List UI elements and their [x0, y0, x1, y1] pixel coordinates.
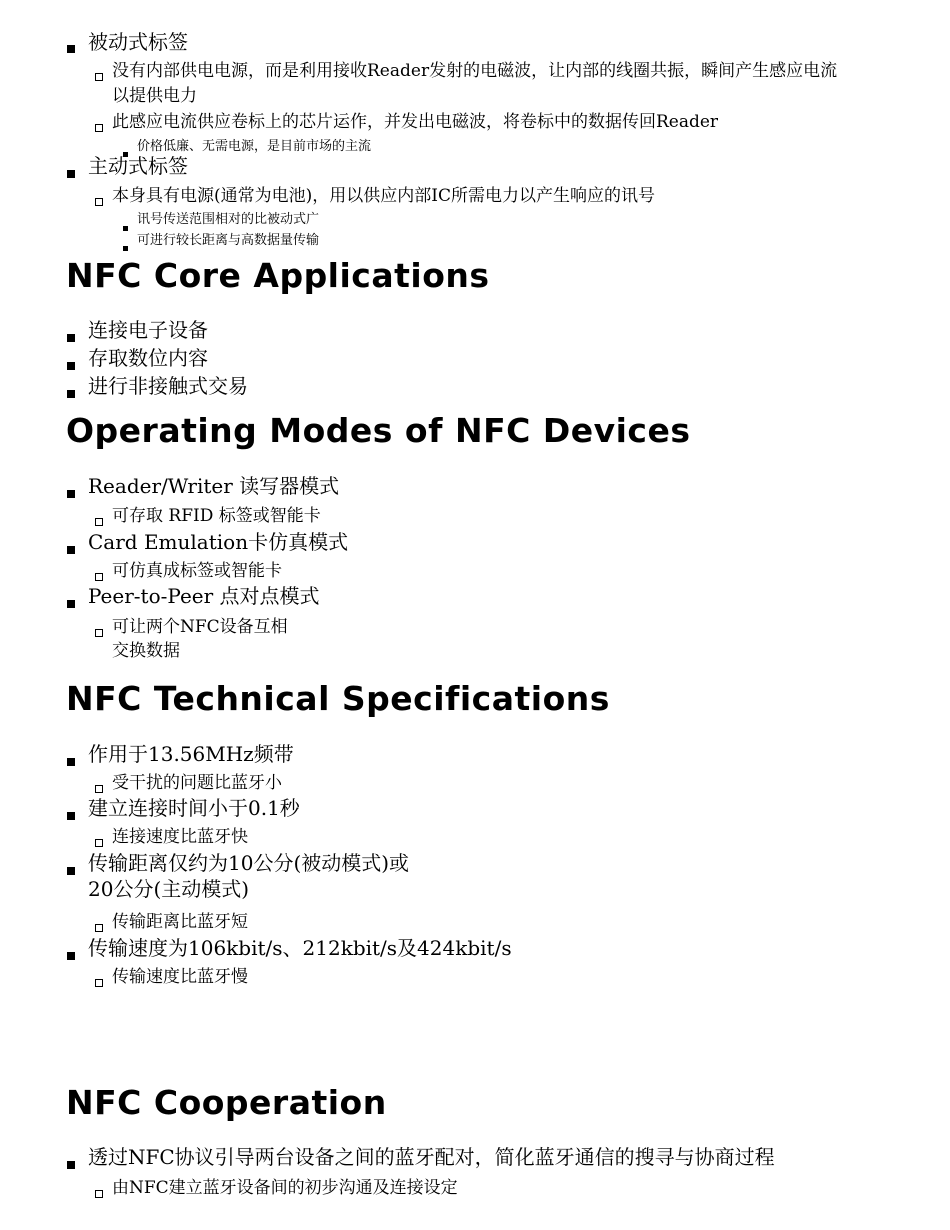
bullet-square-icon	[67, 952, 75, 960]
hollow-bullet-icon	[95, 785, 103, 793]
hollow-bullet-icon	[95, 924, 103, 932]
spec-distance-line1: 传输距离仅约为10公分(被动模式)或	[88, 851, 410, 875]
core-item-2: 存取数位内容	[88, 346, 208, 370]
hollow-bullet-icon	[95, 518, 103, 526]
core-applications-heading: NFC Core Applications	[66, 256, 490, 295]
mode-reader-writer: Reader/Writer 读写器模式	[88, 474, 340, 498]
active-tag-title: 主动式标签	[88, 154, 188, 178]
mode-peer-to-peer: Peer-to-Peer 点对点模式	[88, 584, 320, 608]
bullet-square-icon	[67, 546, 75, 554]
core-item-1: 连接电子设备	[88, 318, 208, 342]
spec-speed-sub: 传输速度比蓝牙慢	[112, 967, 248, 987]
core-item-3: 进行非接触式交易	[88, 374, 248, 398]
hollow-bullet-icon	[95, 1190, 103, 1198]
passive-sub1-line1: 没有内部供电电源，而是利用接收Reader发射的电磁波，让内部的线圈共振，瞬间产生感应电流	[112, 61, 838, 81]
small-bullet-icon	[123, 226, 128, 231]
active-detail-1: 讯号传送范围相对的比被动式广	[137, 212, 320, 227]
hollow-bullet-icon	[95, 198, 103, 206]
hollow-bullet-icon	[95, 124, 103, 132]
technical-specs-heading: NFC Technical Specifications	[66, 679, 610, 718]
passive-sub2: 此感应电流供应卷标上的芯片运作，并发出电磁波，将卷标中的数据传回Reader	[112, 112, 719, 132]
spec-connection-time-sub: 连接速度比蓝牙快	[112, 827, 248, 847]
hollow-bullet-icon	[95, 979, 103, 987]
bullet-square-icon	[67, 390, 75, 398]
spec-frequency-sub: 受干扰的问题比蓝牙小	[112, 773, 282, 793]
spec-distance-sub: 传输距离比蓝牙短	[112, 912, 248, 932]
passive-sub2-detail: 价格低廉、无需电源，是目前市场的主流	[137, 139, 372, 154]
mode-card-emulation: Card Emulation卡仿真模式	[88, 530, 349, 554]
spec-distance-line2: 20公分(主动模式)	[88, 877, 250, 901]
bullet-square-icon	[67, 334, 75, 342]
bullet-square-icon	[67, 867, 75, 875]
bullet-square-icon	[67, 45, 75, 53]
passive-sub1-line2: 以提供电力	[112, 86, 197, 106]
active-sub1: 本身具有电源(通常为电池)，用以供应内部IC所需电力以产生响应的讯号	[112, 186, 655, 206]
bullet-square-icon	[67, 490, 75, 498]
small-bullet-icon	[123, 246, 128, 251]
passive-tag-title: 被动式标签	[88, 30, 188, 54]
bullet-square-icon	[67, 758, 75, 766]
bullet-square-icon	[67, 812, 75, 820]
mode-peer-to-peer-sub-line1: 可让两个NFC设备互相	[112, 617, 288, 637]
mode-card-emulation-sub: 可仿真成标签或智能卡	[112, 561, 282, 581]
spec-speed: 传输速度为106kbit/s、212kbit/s及424kbit/s	[88, 936, 512, 960]
operating-modes-heading: Operating Modes of NFC Devices	[66, 411, 691, 450]
hollow-bullet-icon	[95, 573, 103, 581]
bullet-square-icon	[67, 1161, 75, 1169]
cooperation-item-sub: 由NFC建立蓝牙设备间的初步沟通及连接设定	[112, 1178, 458, 1198]
hollow-bullet-icon	[95, 629, 103, 637]
cooperation-item: 透过NFC协议引导两台设备之间的蓝牙配对，简化蓝牙通信的搜寻与协商过程	[88, 1145, 775, 1169]
mode-peer-to-peer-sub-line2: 交换数据	[112, 641, 180, 661]
bullet-square-icon	[67, 600, 75, 608]
hollow-bullet-icon	[95, 73, 103, 81]
bullet-square-icon	[67, 170, 75, 178]
hollow-bullet-icon	[95, 839, 103, 847]
cooperation-heading: NFC Cooperation	[66, 1083, 387, 1122]
spec-connection-time: 建立连接时间小于0.1秒	[88, 796, 300, 820]
mode-reader-writer-sub: 可存取 RFID 标签或智能卡	[112, 506, 321, 526]
spec-frequency: 作用于13.56MHz频带	[88, 742, 294, 766]
bullet-square-icon	[67, 362, 75, 370]
active-detail-2: 可进行较长距离与高数据量传输	[137, 233, 320, 248]
